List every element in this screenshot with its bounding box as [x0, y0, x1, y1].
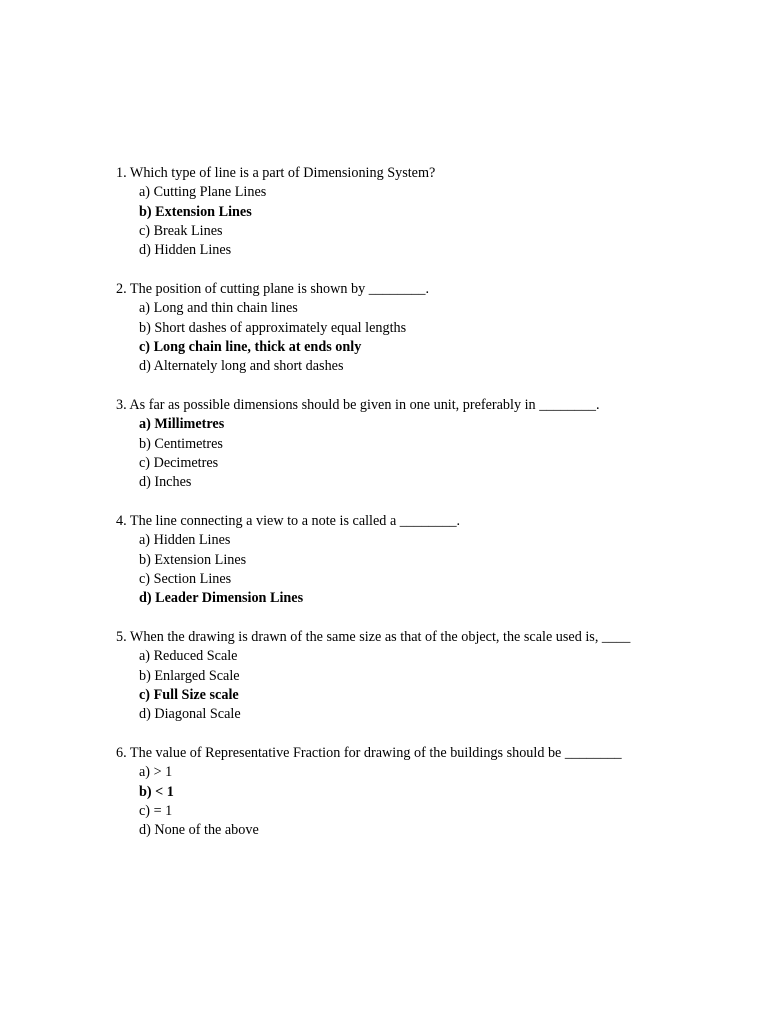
option-c: c) Section Lines	[139, 570, 232, 587]
question-4	[116, 512, 676, 608]
option-b: b) Extension Lines	[139, 551, 247, 568]
question-1	[116, 164, 676, 260]
option-b-correct: b) < 1	[139, 783, 174, 800]
option-d: d) Inches	[139, 474, 192, 491]
option-c: c) Break Lines	[139, 222, 223, 239]
question-text: 4. The line connecting a view to a note is called a ________.	[116, 512, 461, 529]
question-6	[116, 744, 676, 840]
options-list	[116, 183, 676, 260]
question-2	[116, 280, 676, 376]
option-b-correct: b) Extension Lines	[139, 203, 252, 220]
question-5	[116, 628, 676, 724]
option-d-correct: d) Leader Dimension Lines	[139, 590, 304, 607]
options-list	[116, 647, 676, 724]
option-c: c) Decimetres	[139, 454, 219, 471]
option-a: a) Long and thin chain lines	[139, 300, 298, 317]
options-list	[116, 299, 676, 376]
option-d: d) Hidden Lines	[139, 242, 232, 259]
question-text: 6. The value of Representative Fraction for drawing of the buildings should be ________	[116, 744, 622, 761]
option-c-correct: c) Full Size scale	[139, 686, 239, 703]
option-c-correct: c) Long chain line, thick at ends only	[139, 338, 362, 355]
option-c: c) = 1	[139, 802, 173, 819]
option-a: a) Cutting Plane Lines	[139, 184, 267, 201]
option-a: a) > 1	[139, 764, 173, 781]
option-d: d) Diagonal Scale	[139, 706, 241, 723]
option-d: d) Alternately long and short dashes	[139, 358, 344, 375]
question-text: 3. As far as possible dimensions should be given in one unit, preferably in ________.	[116, 396, 600, 413]
options-list	[116, 763, 676, 840]
option-a-correct: a) Millimetres	[139, 416, 225, 433]
option-d: d) None of the above	[139, 822, 259, 839]
option-b: b) Centimetres	[139, 435, 223, 452]
option-a: a) Reduced Scale	[139, 648, 238, 665]
option-a: a) Hidden Lines	[139, 532, 231, 549]
document-body	[116, 164, 676, 860]
options-list	[116, 531, 676, 608]
question-text: 5. When the drawing is drawn of the same size as that of the object, the scale used is, ____	[116, 628, 631, 645]
question-3	[116, 396, 676, 492]
option-b: b) Short dashes of approximately equal lengths	[139, 319, 407, 336]
options-list	[116, 415, 676, 492]
question-text: 2. The position of cutting plane is shown by ________.	[116, 280, 430, 297]
option-b: b) Enlarged Scale	[139, 667, 240, 684]
question-text: 1. Which type of line is a part of Dimensioning System?	[116, 165, 436, 181]
